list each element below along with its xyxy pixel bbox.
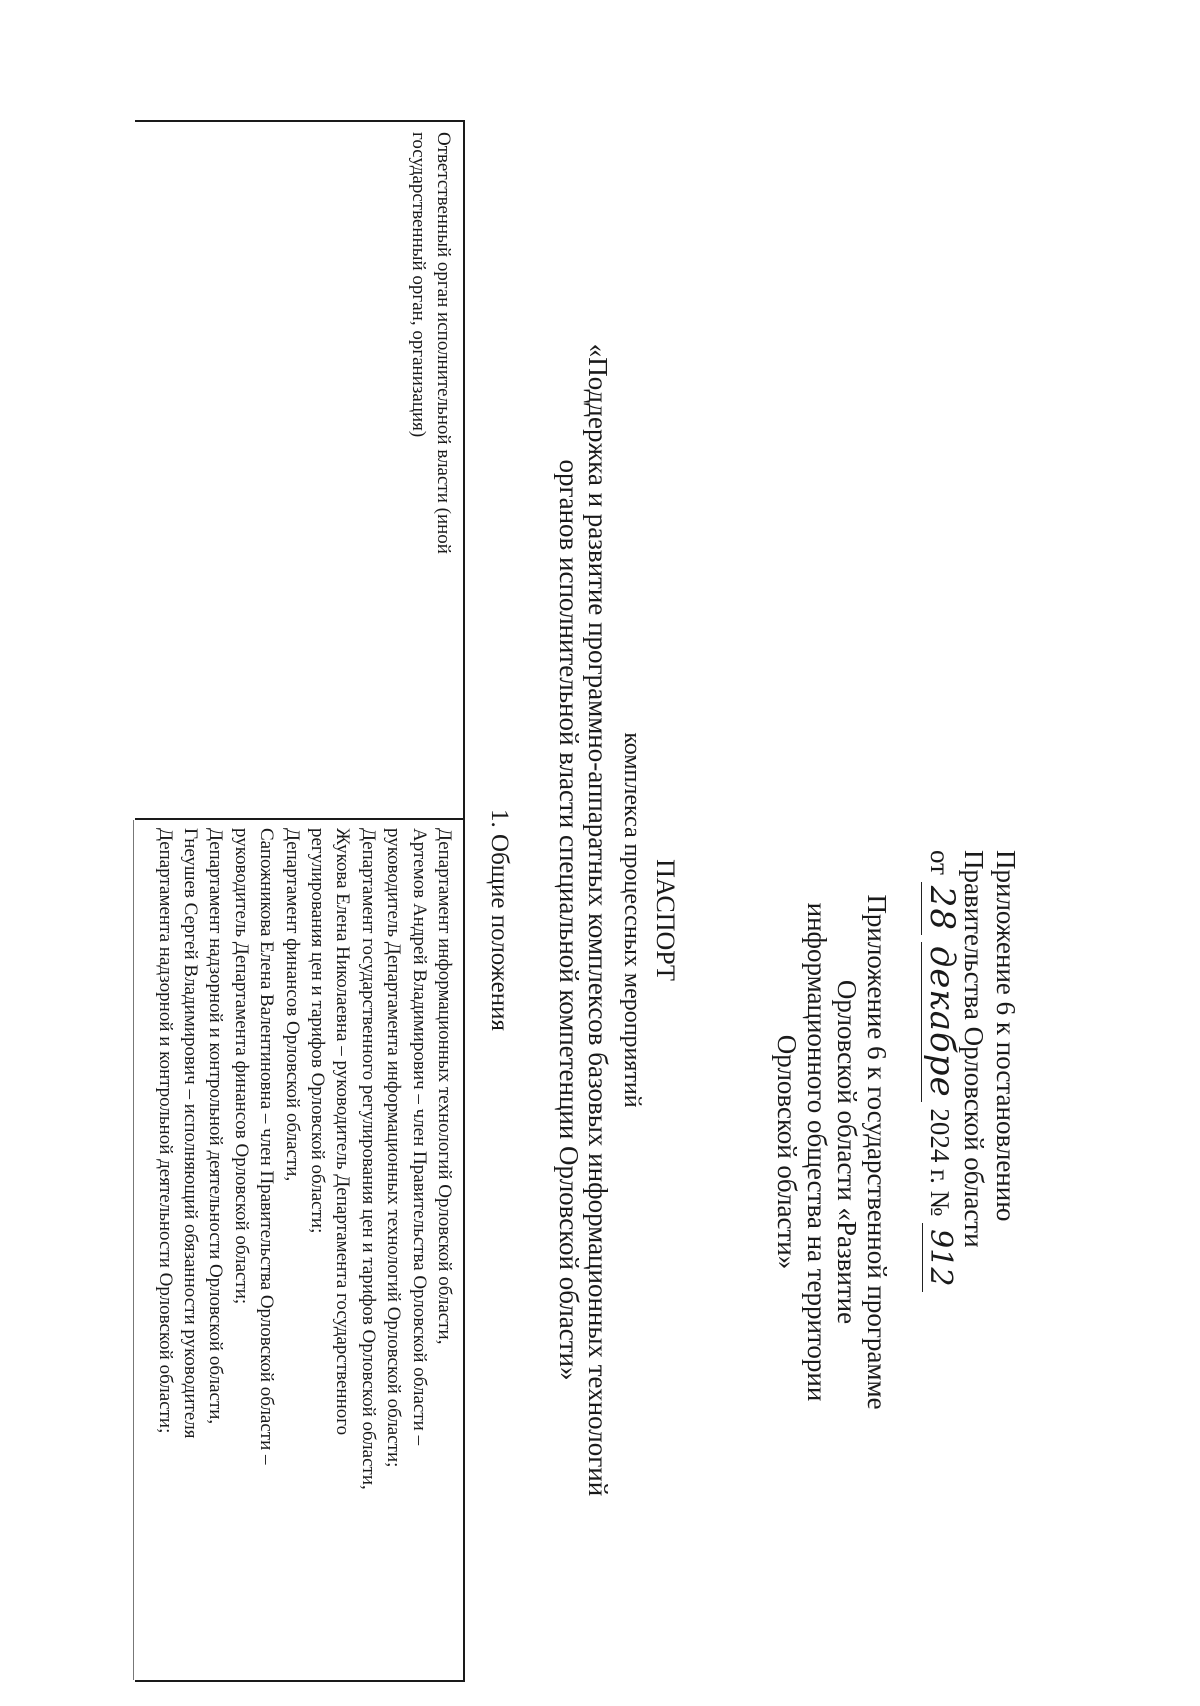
appendix-to-program — [772, 822, 892, 1482]
table-row-value — [123, 820, 463, 1680]
section-title: 1. Общие положения — [486, 809, 513, 1031]
responsible-body-line: Гнеушев Сергей Владимирович – исполняющий обязанности руководителя — [179, 828, 201, 1439]
table-row-label-line: Ответственный орган исполнительной власти (иной — [433, 132, 454, 554]
responsible-body-line: Артемов Андрей Владимирович – член Правительства Орловской области – — [408, 828, 430, 1446]
resolution-year: 2024 г. № — [925, 1108, 955, 1217]
responsible-body-line: Департамент государственного регулирования цен и тарифов Орловской области, — [357, 828, 379, 1490]
appendix-to-resolution-line-2: Правительства Орловской области — [959, 850, 989, 1248]
appendix-to-resolution-line-1: Приложение 6 к постановлению — [991, 850, 1021, 1222]
appendix-to-program-line: Приложение 6 к государственной программе — [862, 894, 892, 1410]
date-prefix: от — [925, 850, 955, 875]
passport-title: ПАСПОРТ — [651, 859, 680, 981]
appendix-to-program-line: информационного общества на территории — [802, 902, 832, 1402]
table-row-label-line: государственный орган, организация) — [408, 132, 429, 438]
complex-name — [554, 280, 612, 1560]
handwritten-day: 28 — [921, 882, 962, 935]
handwritten-resolution-number: 912 — [922, 1223, 958, 1292]
resolution-date-line — [922, 850, 962, 1450]
appendix-to-resolution — [924, 850, 1022, 1450]
complex-name-line: «Поддержка и развитие программно-аппаратных комплексов базовых информационных технологий — [583, 343, 613, 1497]
complex-name-line: органов исполнительной власти специальной компетенции Орловской области» — [554, 459, 584, 1381]
responsible-body-line: Департамент финансов Орловской области, — [281, 828, 303, 1182]
appendix-to-program-line: Орловской области «Развитие — [832, 979, 862, 1325]
responsible-body-line: руководитель Департамента информационных технологий Орловской области; — [383, 828, 405, 1468]
responsible-body-line: регулирования цен и тарифов Орловской области; — [306, 828, 328, 1234]
appendix-to-program-line: Орловской области» — [772, 1034, 802, 1270]
responsible-body-line: Жукова Елена Николаевна – руководитель Департамента государственного — [332, 828, 354, 1436]
handwritten-month: декабре — [921, 942, 962, 1102]
responsible-body-line: Сапожникова Елена Валентиновна – член Правительства Орловской области – — [256, 828, 278, 1465]
responsible-body-line: Департамента надзорной и контрольной деятельности Орловской области; — [154, 828, 176, 1434]
general-provisions-table — [135, 120, 465, 1682]
responsible-body-line: Департамент надзорной и контрольной деятельности Орловской области, — [205, 828, 227, 1425]
passport-subtitle: комплекса процессных мероприятий — [619, 732, 645, 1108]
responsible-body-line: руководитель Департамента финансов Орловской области; — [230, 828, 252, 1305]
responsible-body-line: Департамент информационных технологий Орловской области, — [434, 828, 455, 1345]
table-row-divider — [133, 820, 134, 1680]
table-row-label — [135, 122, 463, 820]
